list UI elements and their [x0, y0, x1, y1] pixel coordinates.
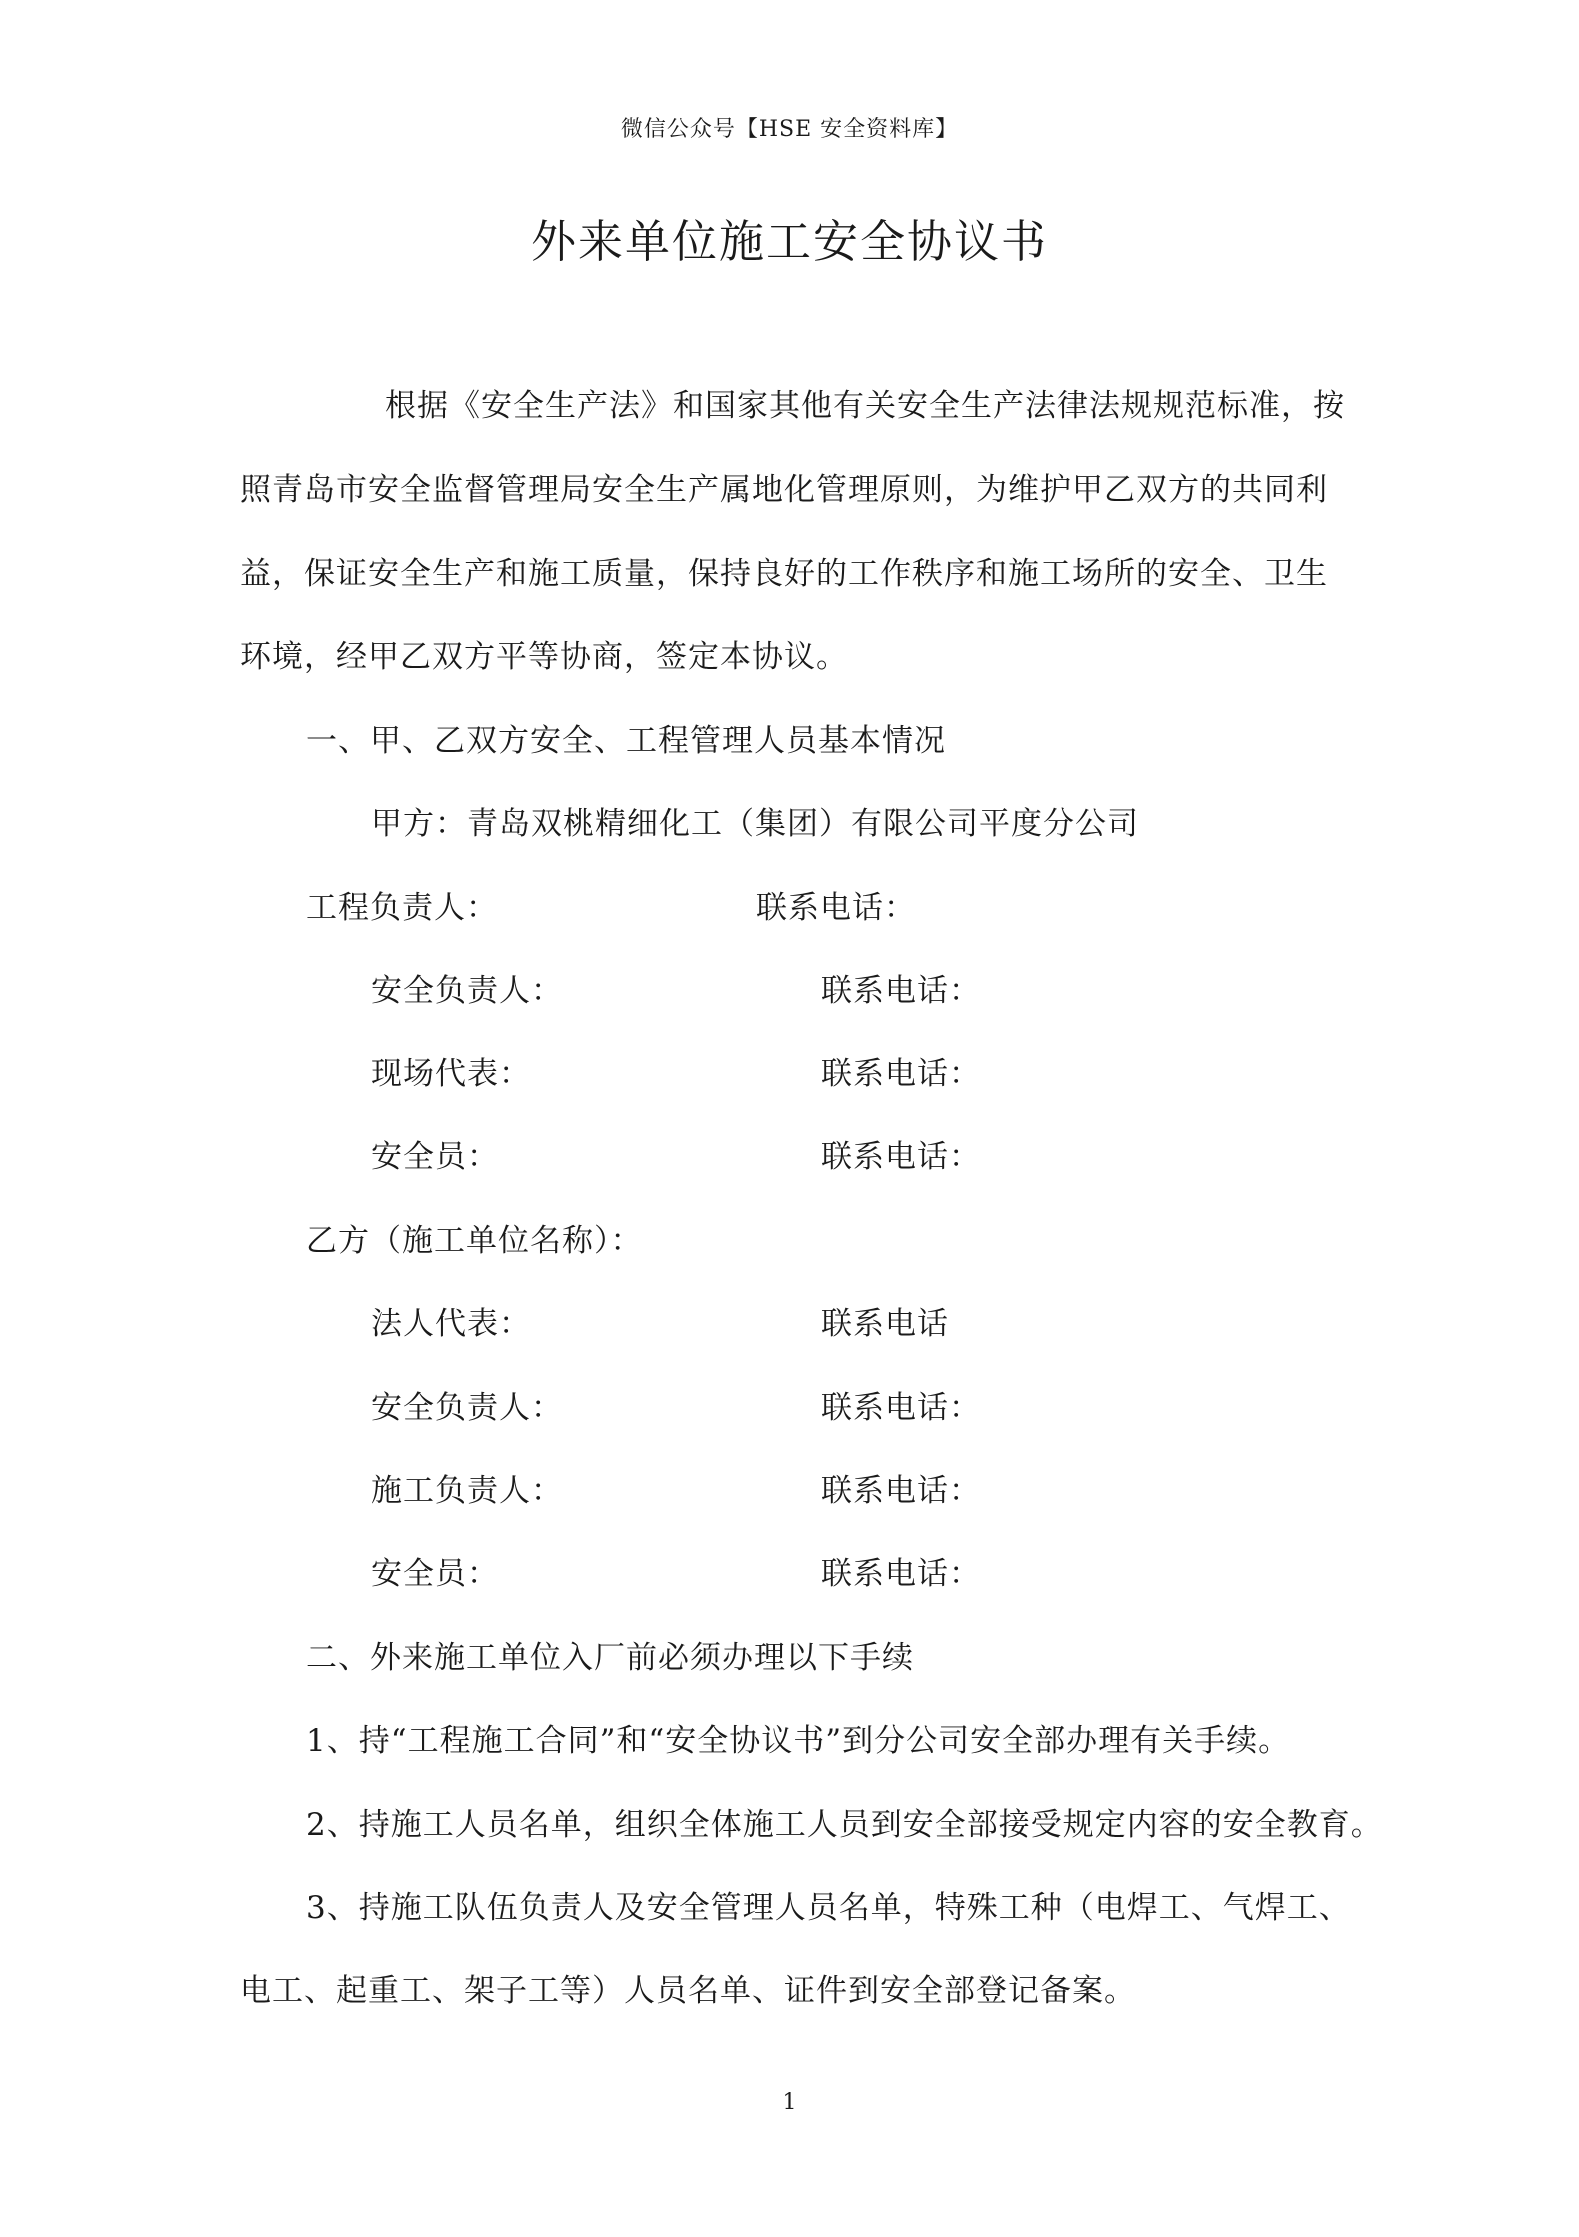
- intro-line: 根据《安全生产法》和国家其他有关安全生产法律法规规范标准，按: [385, 388, 1345, 424]
- party-b-phone: 联系电话：: [821, 1473, 981, 1509]
- party-a-role: 安全员：: [371, 1139, 499, 1175]
- intro-line: 照青岛市安全监督管理局安全生产属地化管理原则，为维护甲乙双方的共同利: [240, 472, 1328, 508]
- party-b-phone: 联系电话: [821, 1306, 949, 1342]
- document-title: 外来单位施工安全协议书: [530, 215, 1048, 268]
- intro-line: 环境，经甲乙双方平等协商，签定本协议。: [240, 639, 848, 675]
- intro-line: 益，保证安全生产和施工质量，保持良好的工作秩序和施工场所的安全、卫生: [240, 556, 1328, 592]
- procedure-item: 1、持“工程施工合同”和“安全协议书”到分公司安全部办理有关手续。: [306, 1723, 1291, 1759]
- procedure-item: 2、持施工人员名单，组织全体施工人员到安全部接受规定内容的安全教育。: [306, 1807, 1383, 1843]
- party-a-role: 现场代表：: [371, 1056, 531, 1092]
- party-b-role: 安全负责人：: [371, 1390, 563, 1426]
- party-b-phone: 联系电话：: [821, 1556, 981, 1592]
- page-number: 1: [782, 2090, 797, 2115]
- party-b-role: 法人代表：: [371, 1306, 531, 1342]
- section2-heading: 二、外来施工单位入厂前必须办理以下手续: [306, 1640, 914, 1676]
- party-a-phone: 联系电话：: [821, 1139, 981, 1175]
- party-b-role: 安全员：: [371, 1556, 499, 1592]
- header-note: 微信公众号【HSE 安全资料库】: [620, 117, 959, 142]
- procedure-item: 电工、起重工、架子工等）人员名单、证件到安全部登记备案。: [240, 1973, 1136, 2009]
- party-b-name: 乙方（施工单位名称）：: [306, 1223, 643, 1259]
- procedure-item: 3、持施工队伍负责人及安全管理人员名单，特殊工种（电焊工、气焊工、: [306, 1890, 1351, 1926]
- party-a-name: 甲方：青岛双桃精细化工（集团）有限公司平度分公司: [371, 806, 1139, 842]
- party-b-phone: 联系电话：: [821, 1390, 981, 1426]
- party-a-phone: 联系电话：: [821, 1056, 981, 1092]
- document-body: [240, 0, 1383, 2237]
- party-a-role: 安全负责人：: [371, 973, 563, 1009]
- section1-heading: 一、甲、乙双方安全、工程管理人员基本情况: [306, 723, 946, 759]
- party-a-phone: 联系电话：: [756, 890, 916, 926]
- party-a-role: 工程负责人：: [306, 890, 498, 926]
- party-a-phone: 联系电话：: [821, 973, 981, 1009]
- party-b-role: 施工负责人：: [371, 1473, 563, 1509]
